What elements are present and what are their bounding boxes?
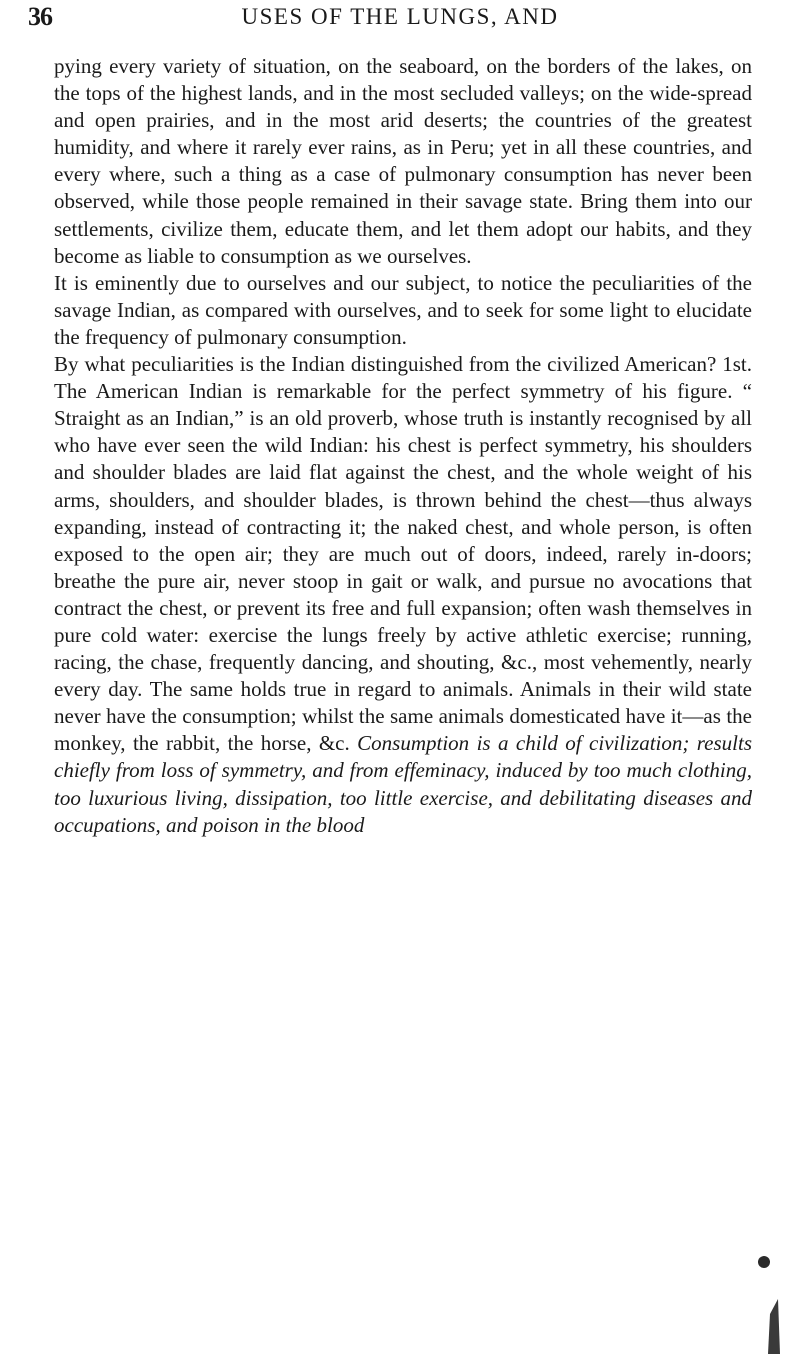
paragraph-3-text: By what peculiarities is the Indian distinguished from the civilized American? 1st. The American Indian is remarkable for the perfect symmetry of his figure. “ Straight as an Indian,” is an old proverb, whose truth is instantly recognised by all who have ever seen the wild Indian: his chest is perfect symmetry, his shoulders and shoulder blades are laid flat against the chest, and the whole weight of his arms, shoulders, and shoulder blades, is thrown behind the chest—thus always expanding, instead of contracting it; the naked chest, and whole person, is often exposed to the open air; they are much out of doors, indeed, rarely in-doors; breathe the pure air, never stoop in gait or walk, and pursue no avocations that contract the chest, or prevent its free and full expansion; often wash themselves in pure cold water: exercise the lungs freely by active athletic exercise; running, racing, the chase, frequently dancing, and shouting, &c., most vehemently, nearly every day. The same holds true in regard to animals. Animals in their wild state never have the consumption; whilst the same animals domesticated have it—as the monkey, the rabbit, the horse, &c. (54, 352, 752, 756)
paragraph-3 (54, 351, 752, 839)
paragraph-3-italic-conclusion: Consumption is a child of civilization; results chiefly from loss of symmetry, and from effeminacy, induced by too much clothing, too luxurious living, dissipation, too little exercise, and debilitating diseases and occupations, and poison in the blood (54, 731, 752, 837)
paragraph-1: pying every variety of situation, on the seaboard, on the borders of the lakes, on the tops of the highest lands, and in the most secluded valleys; on the wide-spread and open prairies, and in the most arid deserts; the countries of the greatest humidity, and where it rarely ever rains, as in Peru; yet in all these countries, and every where, such a thing as a case of pulmonary consumption has never been observed, while those people remained in their savage state. Bring them into our settlements, civilize them, educate them, and let them adopt our habits, and they become as liable to consumption as we ourselves. (54, 54, 752, 268)
page-number: 36 (28, 2, 52, 31)
body-text (54, 53, 752, 839)
running-head (28, 2, 772, 36)
ink-blot-mark (756, 1254, 780, 1354)
paragraph-2: It is eminently due to ourselves and our subject, to notice the peculiarities of the savage Indian, as compared with ourselves, and to seek for some light to elucidate the frequency of pulmonary consumption. (54, 270, 752, 349)
running-title: USES OF THE LUNGS, AND (241, 4, 559, 29)
